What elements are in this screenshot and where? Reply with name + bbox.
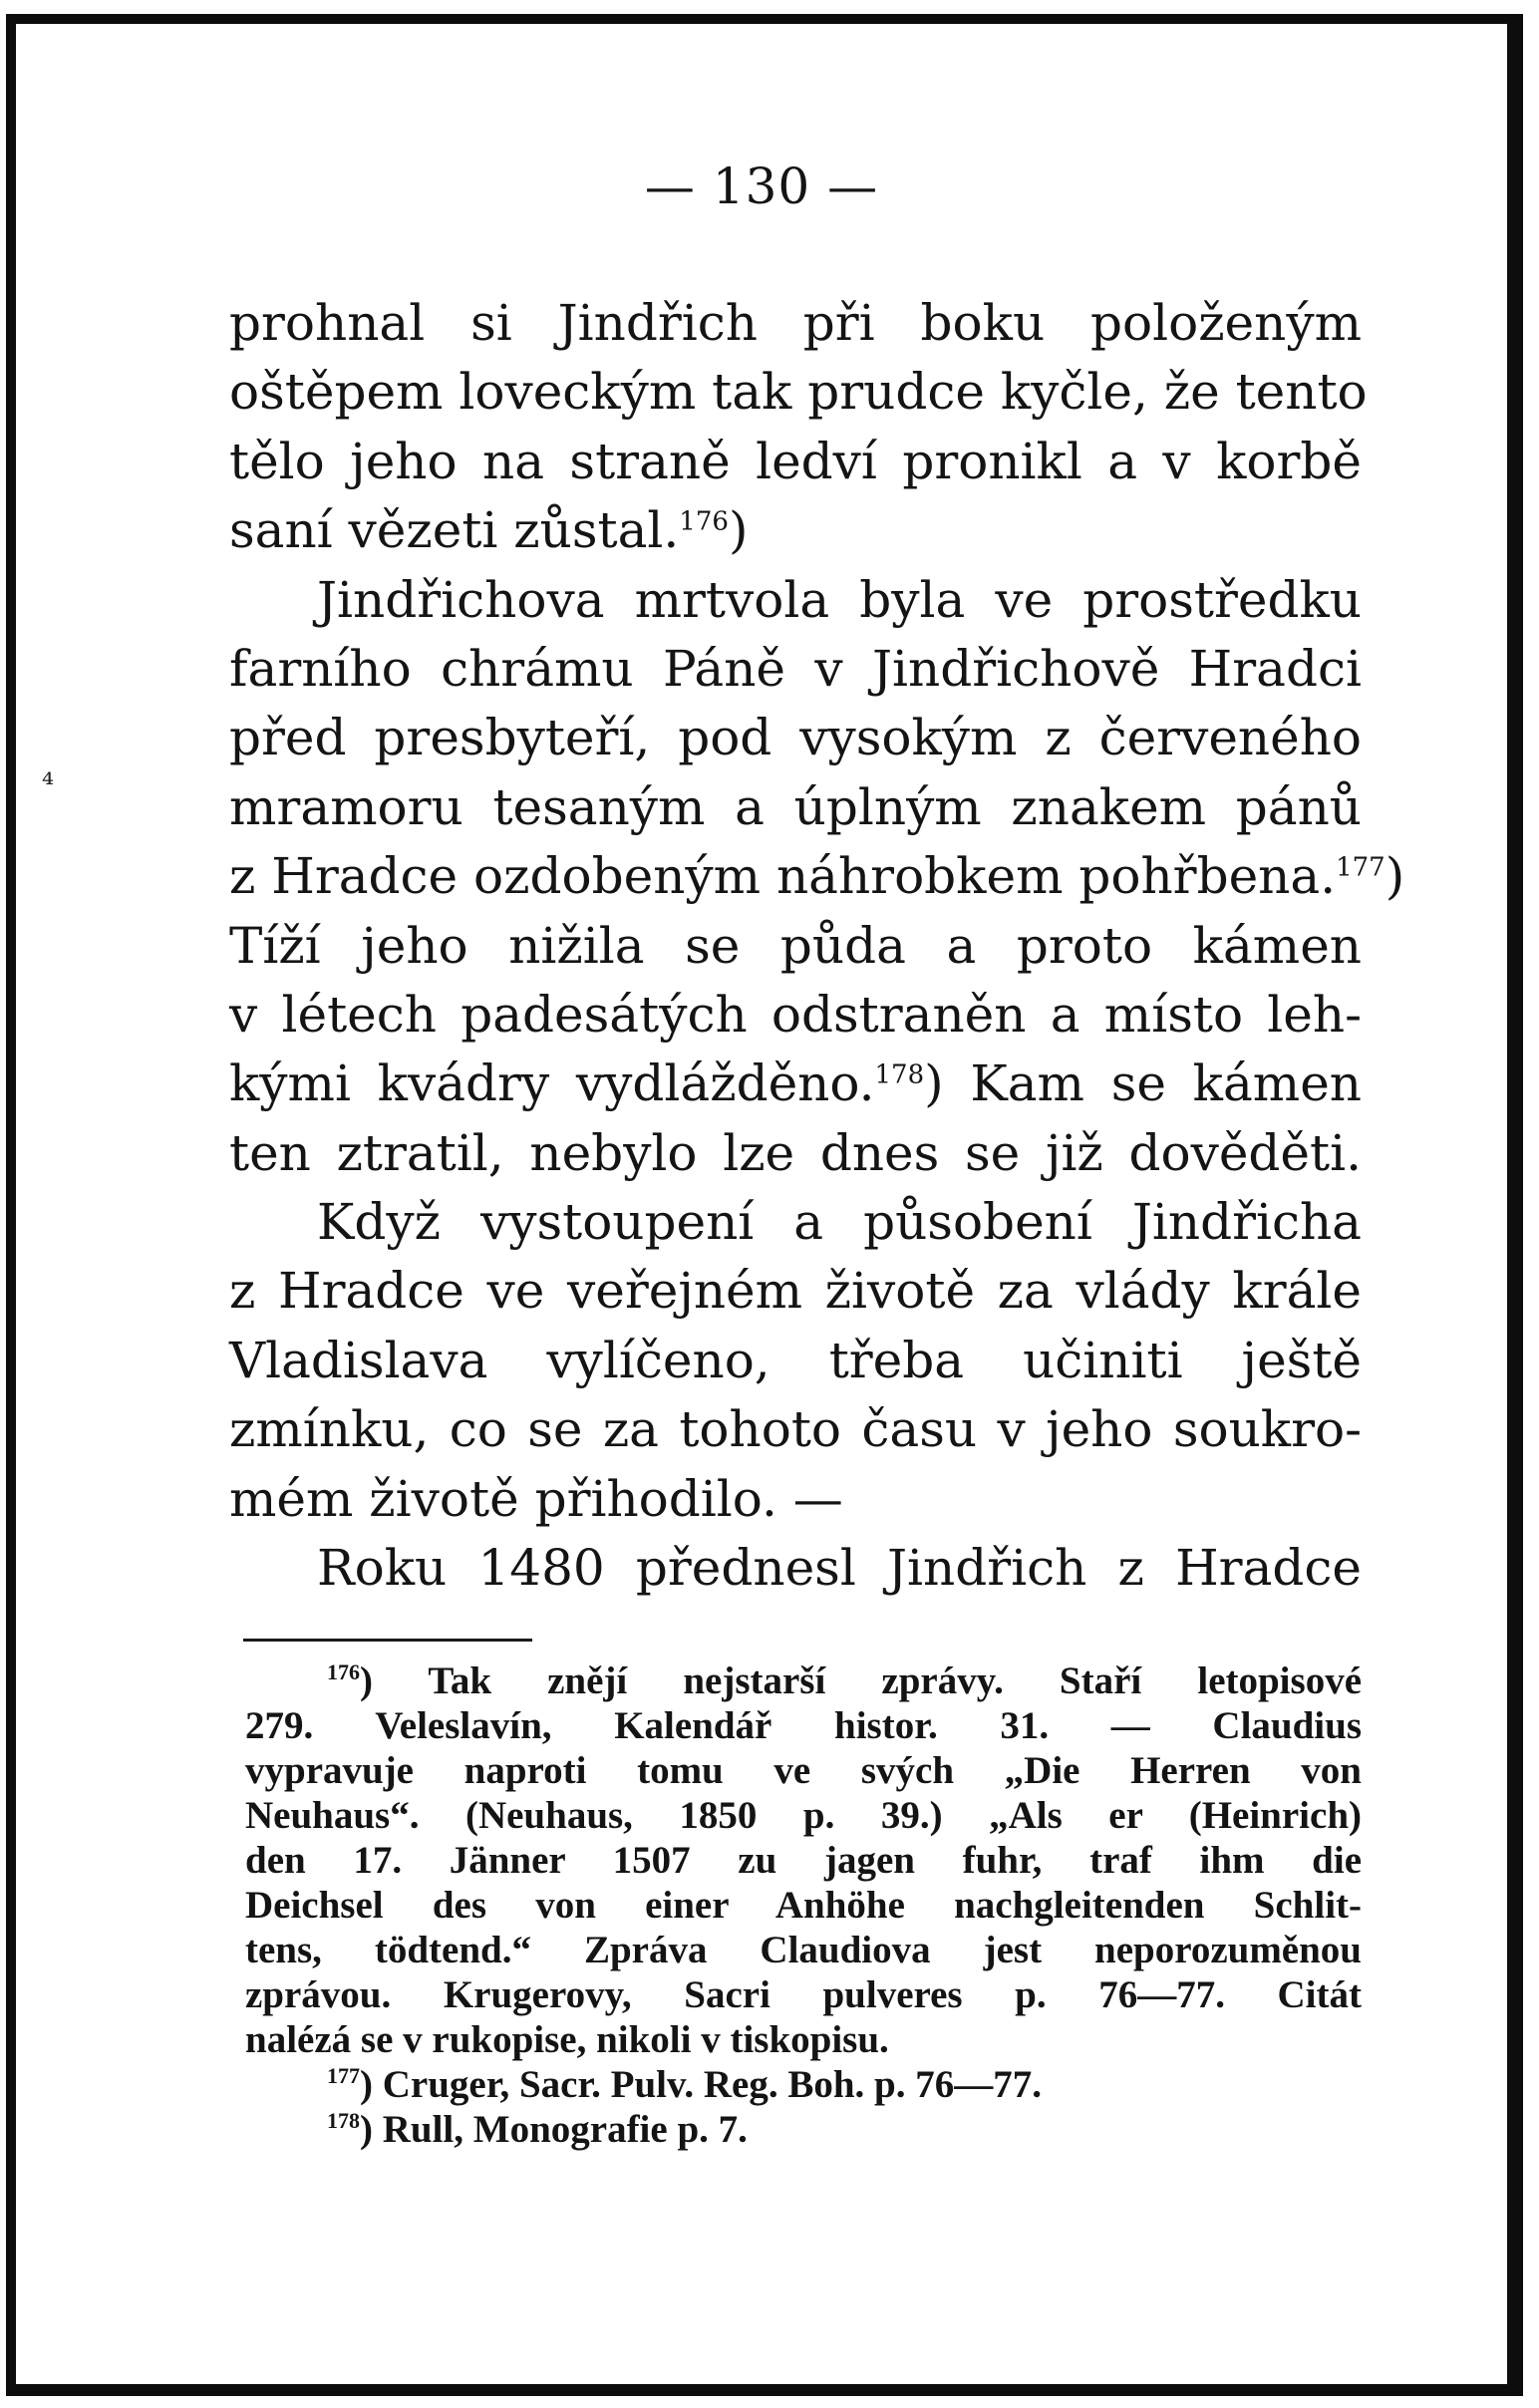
footnote-line: 279. Veleslavín, Kalendář histor. 31. — Claudius [245, 1704, 1362, 1747]
text-line: zmínku, co se za tohoto času v jeho soukro- [229, 1400, 1362, 1459]
main-text [229, 289, 1405, 1603]
footnote-line: Neuhaus“. (Neuhaus, 1850 p. 39.) „Als er (Heinrich) [245, 1794, 1362, 1837]
footnote-number: 178 [327, 2108, 360, 2133]
footnote-line: $^{177}$) Cruger, Sacr. Pulv. Reg. Boh. p. 76—77. [327, 2063, 1042, 2106]
footnote-ref: 178 [874, 1059, 925, 1090]
text-line: Roku 1480 přednesl Jindřich z Hradce [317, 1539, 1362, 1598]
book-page [6, 14, 1523, 2396]
text-line: saní vězeti zůstal.$^{176}$) [229, 501, 749, 560]
footnotes [245, 1658, 1362, 2152]
footnote-number: 176 [327, 1659, 360, 1684]
text-line: ten ztratil, nebylo lze dnes se již dověděti. [229, 1123, 1362, 1182]
margin-mark: ⁴ [42, 767, 55, 802]
footnote-line: Deichsel des von einer Anhöhe nachgleitenden Schlit- [245, 1884, 1362, 1927]
text-line: farního chrámu Páně v Jindřichově Hradci [229, 639, 1362, 698]
footnote-line: $^{176}$) Tak znějí nejstarší zprávy. Staří letopisové [327, 1659, 1362, 1702]
text-line: před presbyteří, pod vysokým z červeného [229, 709, 1362, 767]
text-line: mém životě přihodilo. — [229, 1469, 843, 1528]
text-line: oštěpem loveckým tak prudce kyčle, že tento [229, 363, 1368, 422]
text-line: Vladislava vylíčeno, třeba učiniti ještě [229, 1331, 1362, 1389]
text-line: prohnal si Jindřich při boku položeným [229, 294, 1362, 352]
text-line: tělo jeho na straně ledví pronikl a v korbě [229, 432, 1362, 490]
text-line: Když vystoupení a působení Jindřicha [317, 1193, 1362, 1252]
footnote-divider [243, 1639, 532, 1642]
footnote-line: den 17. Jänner 1507 zu jagen fuhr, traf ihm die [245, 1839, 1362, 1882]
text-line: v létech padesátých odstraněn a místo leh- [229, 985, 1362, 1044]
footnote-ref: 176 [679, 506, 729, 537]
footnote-line: $^{178}$) Rull, Monografie p. 7. [327, 2108, 748, 2151]
footnote-line: tens, tödtend.“ Zpráva Claudiova jest neporozuměnou [245, 1929, 1362, 1971]
text-line: Jindřichova mrtvola byla ve prostředku [317, 570, 1362, 629]
text-line: z Hradce ve veřejném životě za vlády krále [229, 1262, 1362, 1321]
footnote-line: vypravuje naproti tomu ve svých „Die Herren von [245, 1749, 1362, 1792]
text-line: z Hradce ozdobeným náhrobkem pohřbena.$^{177}$) [229, 847, 1405, 906]
text-line: mramoru tesaným a úplným znakem pánů [229, 777, 1362, 836]
footnote-ref: 177 [1336, 852, 1385, 883]
footnote-number: 177 [327, 2063, 360, 2088]
text-line: kými kvádry vydlážděno.$^{178}$) Kam se kámen [229, 1054, 1362, 1113]
page-number: — 130 — [644, 157, 879, 215]
footnote-line: zprávou. Krugerovy, Sacri pulveres p. 76—77. Citát [245, 1973, 1362, 2016]
footnote-line: nalézá se v rukopise, nikoli v tiskopisu. [245, 2018, 889, 2061]
text-line: Tíží jeho nižila se půda a proto kámen [229, 916, 1362, 975]
